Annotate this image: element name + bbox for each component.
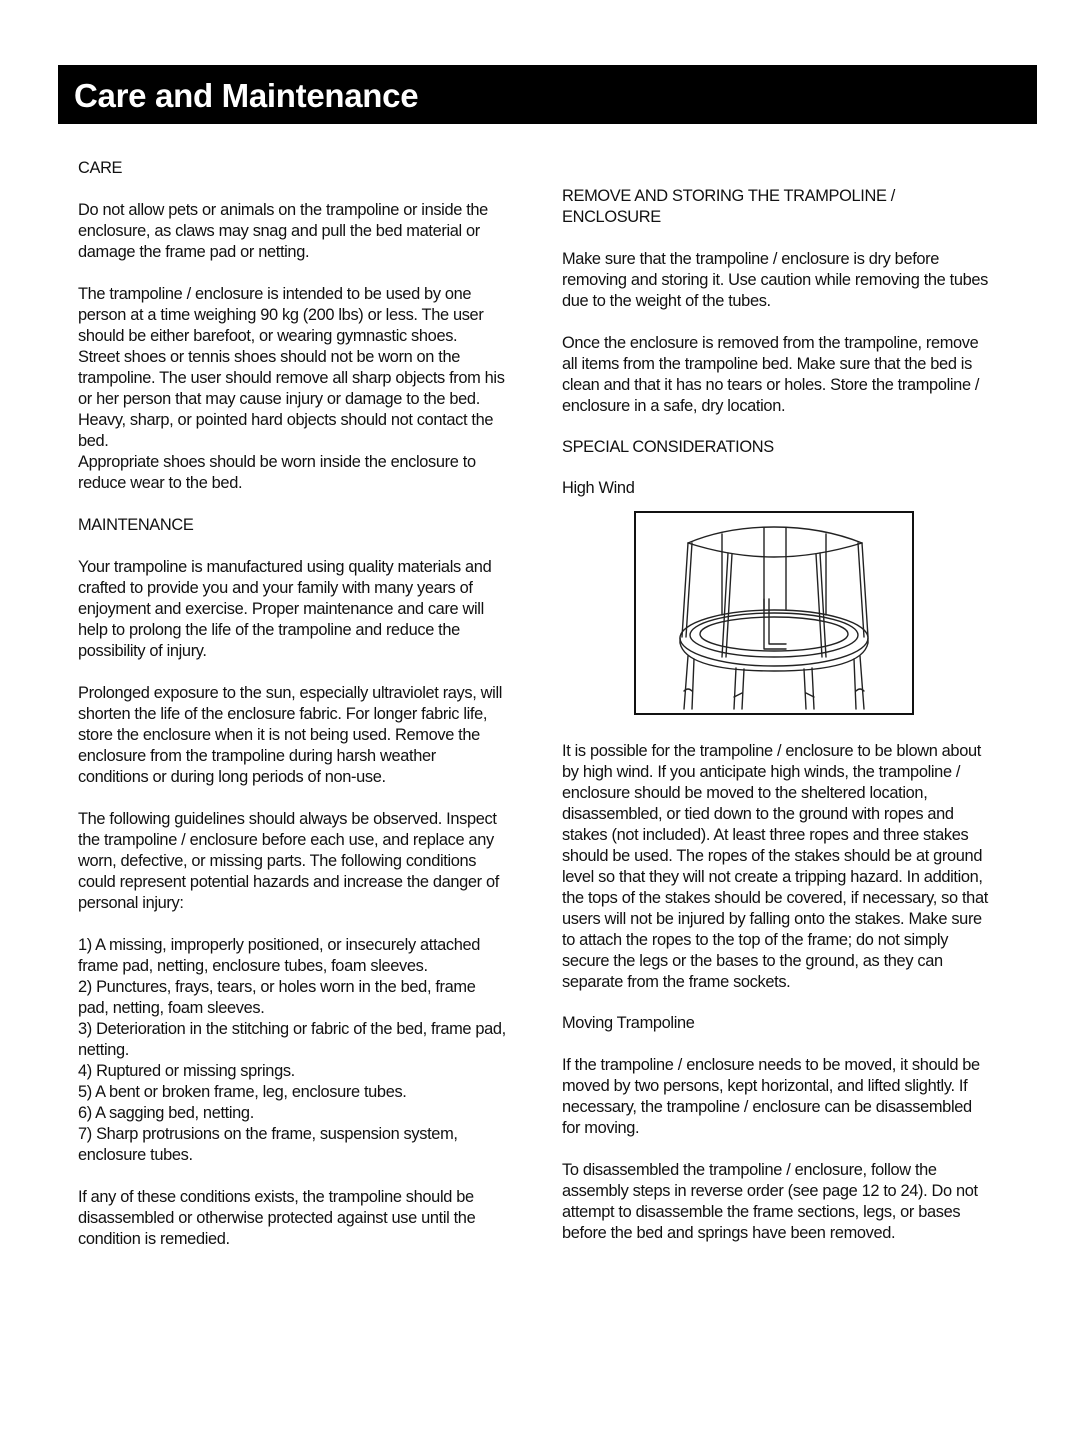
- moving-trampoline-heading: Moving Trampoline: [562, 1014, 695, 1032]
- care-usage-line: Appropriate shoes should be worn inside the enclosure to reduce wear to the bed.: [78, 453, 476, 492]
- hazard-item: 5) A bent or broken frame, leg, enclosure tubes.: [78, 1083, 407, 1101]
- hazard-item: 3) Deterioration in the stitching or fabric of the bed, frame pad, netting.: [78, 1020, 506, 1059]
- care-usage-line: The trampoline / enclosure is intended to be used by one person at a time weighing 90 kg (200 lbs) or less. The user should be either barefoot, or wearing gymnastic shoes.: [78, 285, 484, 345]
- care-usage-line: Street shoes or tennis shoes should not be worn on the trampoline. The user should remove all sharp objects from his or her person that may cause injury or damage to the bed. Heavy, sharp, or pointed hard objects should not contact the bed.: [78, 348, 505, 450]
- page-title: Care and Maintenance: [74, 77, 419, 114]
- maintenance-paragraph-remedy: If any of these conditions exists, the trampoline should be disassembled or otherwise protected against use until the condition is remedied.: [78, 1188, 476, 1248]
- left-column: [78, 158, 510, 1250]
- hazard-item: 2) Punctures, frays, tears, or holes worn in the bed, frame pad, netting, foam sleeves.: [78, 978, 476, 1017]
- leg: [804, 668, 814, 709]
- maintenance-heading: MAINTENANCE: [78, 516, 194, 534]
- maintenance-paragraph-guidelines: The following guidelines should always be observed. Inspect the trampoline / enclosure before each use, and replace any worn, defective, or missing parts. The following conditions could represent potential hazards and increase the danger of personal injury:: [78, 810, 499, 912]
- remove-storing-heading: REMOVE AND STORING THE TRAMPOLINE / ENCLOSURE: [562, 187, 895, 226]
- net-top-rim-front: [688, 543, 862, 557]
- care-paragraph-usage: [78, 284, 510, 494]
- leg: [734, 668, 744, 709]
- high-wind-paragraph: It is possible for the trampoline / enclosure to be blown about by high wind. If you anticipate high winds, the trampoline / enclosure should be moved to the sheltered location, disassembled, or tied down to the ground with ropes and stakes (not included). At least three ropes and three stakes should be used. The ropes of the stakes should be at ground level so that they will not create a tripping hazard. In addition, the tops of the stakes should be covered, if necessary, so that users will not be injured by falling onto the stakes. Make sure to attach the ropes to the top of the frame; do not simply secure the legs or the bases to the ground, as they can separate from the frame sockets.: [562, 742, 988, 991]
- hazard-item: 1) A missing, improperly positioned, or insecurely attached frame pad, netting, enclosure tubes, foam sleeves.: [78, 936, 481, 975]
- l-tube: [769, 599, 786, 644]
- trampoline-illustration: [634, 511, 914, 715]
- jumping-bed: [700, 617, 848, 651]
- leg-brace: [856, 689, 864, 691]
- high-wind-heading: High Wind: [562, 479, 635, 497]
- l-tube: [764, 599, 786, 649]
- leg-brace: [684, 689, 692, 691]
- page-header-bar: [58, 65, 1037, 124]
- hazard-item: 4) Ruptured or missing springs.: [78, 1062, 295, 1080]
- maintenance-paragraph-quality: Your trampoline is manufactured using quality materials and crafted to provide you and your family with many years of enjoyment and exercise. Proper maintenance and care will help to prolong the life of the trampoline and reduce the possibility of injury.: [78, 558, 492, 660]
- remove-paragraph-store: Once the enclosure is removed from the trampoline, remove all items from the trampoline bed. Make sure that the bed is clean and that it has no tears or holes. Store the trampoline / enclosure in a safe, dry location.: [562, 334, 980, 415]
- moving-paragraph-disassemble: To disassembled the trampoline / enclosure, follow the assembly steps in reverse order (see page 12 to 24). Do not attempt to disassemble the frame sections, legs, or bases before the bed and springs have been removed.: [562, 1161, 978, 1242]
- hazard-item: 7) Sharp protrusions on the frame, suspension system, enclosure tubes.: [78, 1125, 458, 1164]
- maintenance-paragraph-sun: Prolonged exposure to the sun, especially ultraviolet rays, will shorten the life of the enclosure fabric. For longer fabric life, store the enclosure when it is not being used. Remove the enclosure from the trampoline during harsh weather conditions or during long periods of non-use.: [78, 684, 503, 786]
- hazard-list: [78, 935, 510, 1166]
- net-top-rim: [688, 527, 862, 543]
- leg: [854, 656, 864, 709]
- right-column: [562, 186, 994, 1244]
- trampoline-drawing: [636, 513, 912, 713]
- moving-paragraph-persons: If the trampoline / enclosure needs to be moved, it should be moved by two persons, kept horizontal, and lifted slightly. If necessary, the trampoline / enclosure can be disassembled for moving.: [562, 1056, 980, 1137]
- care-paragraph-pets: Do not allow pets or animals on the trampoline or inside the enclosure, as claws may snag and pull the bed material or damage the frame pad or netting.: [78, 201, 488, 261]
- care-heading: CARE: [78, 159, 123, 177]
- leg: [684, 656, 694, 709]
- remove-paragraph-dry: Make sure that the trampoline / enclosure is dry before removing and storing it. Use caution while removing the tubes due to the weight of the tubes.: [562, 250, 988, 310]
- special-considerations-heading: SPECIAL CONSIDERATIONS: [562, 438, 774, 456]
- hazard-item: 6) A sagging bed, netting.: [78, 1104, 254, 1122]
